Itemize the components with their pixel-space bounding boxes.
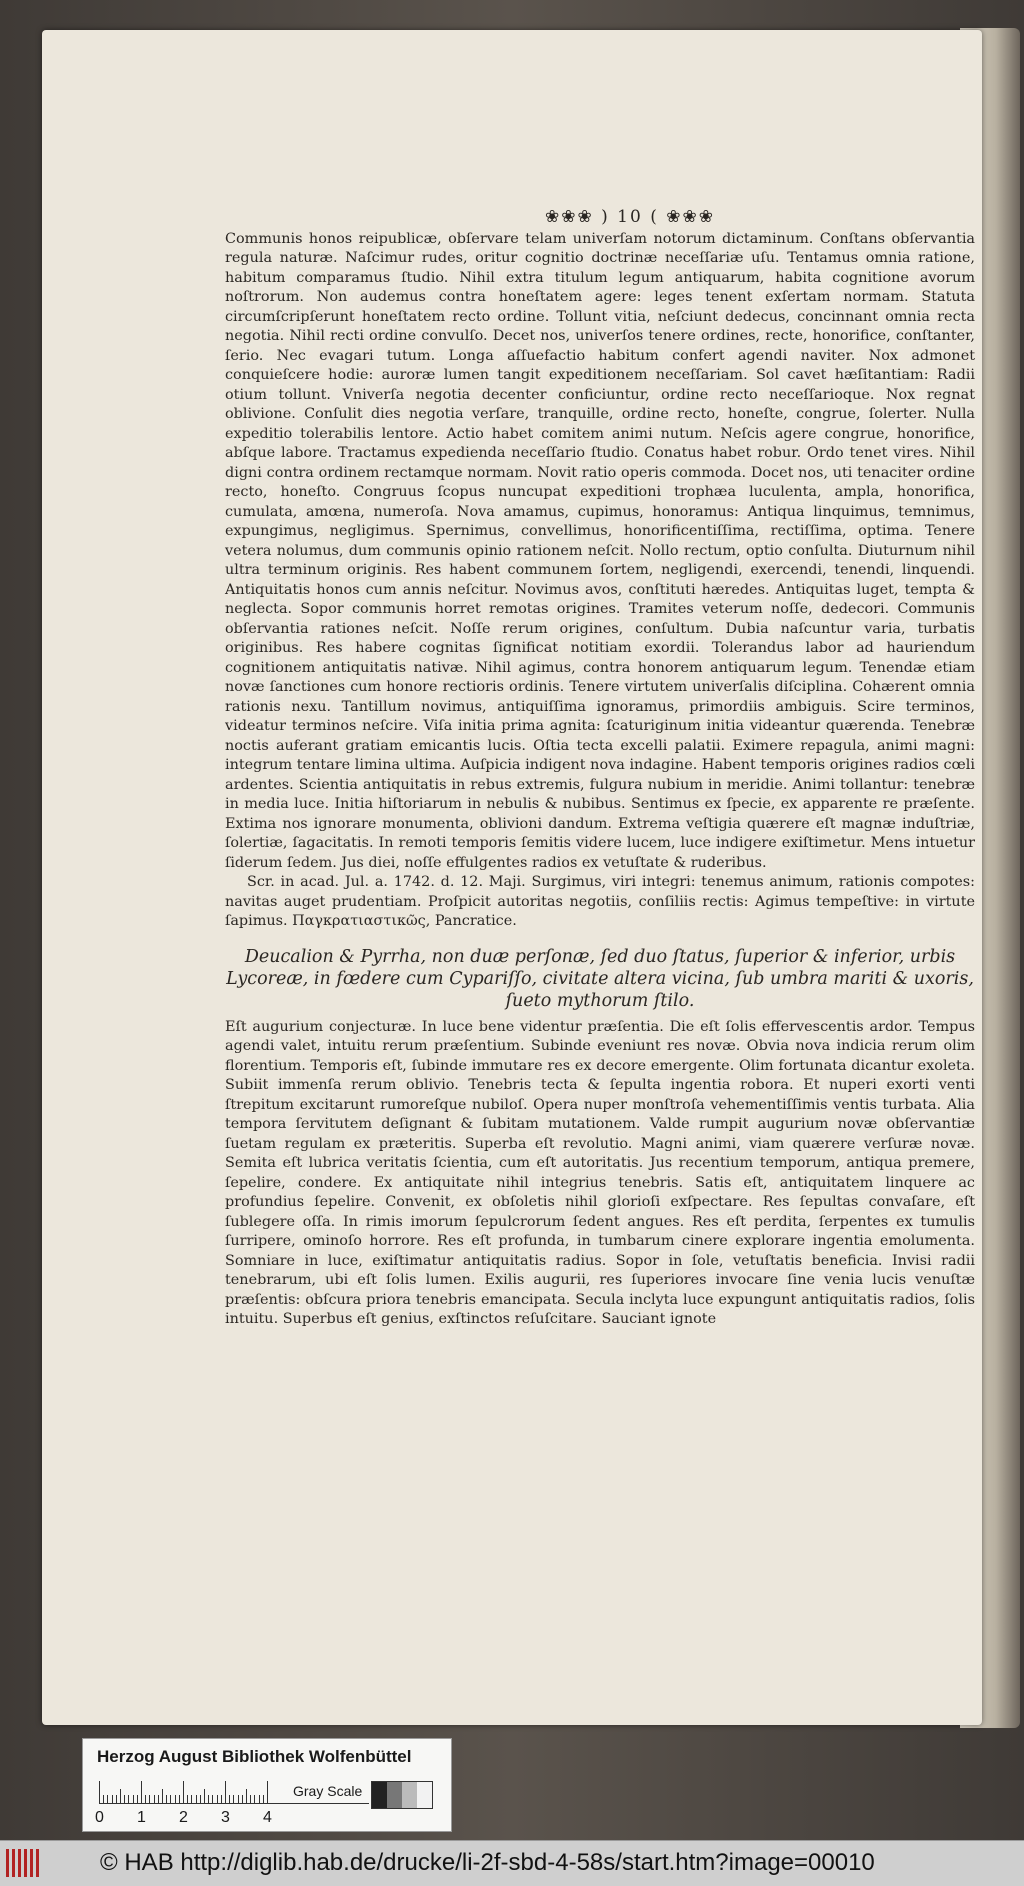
page-text-block	[225, 208, 975, 1330]
ruler-tick	[267, 1781, 268, 1803]
ruler-tick	[107, 1795, 108, 1803]
ruler-tick	[179, 1795, 180, 1803]
main-paragraph: Communis honos reipublicæ, obſervare telam univerſam notorum dictaminum. Conſtans obſervantia regula naturæ. Naſcimur rudes, oritur cognitio doctrinæ neceſſariæ uſu. Tentamus omnia ratione, habitum comparamus ſtudio. Nihil extra titulum legum antiquarum, habita cognitione avorum noſtrorum. Non audemus contra honeſtatem agere: leges tenent exſertam normam. Statuta circumſcripſerunt honeſtatem recto ordine. Tollunt vitia, neſciunt dedecus, concinnant omnia recta negotia. Nihil recti ordine convulſo. Decet nos, univerſos tenere ordines, recte, honorifice, conſtanter, ſerio. Nec evagari tutum. Longa aſſuefactio habitum confert agendi naviter. Nox admonet conquieſcere hodie: auroræ lumen tangit expeditionem neceſſariam. Sol cavet hæſitantiam: Radii otium tollunt. Vniverſa negotia decenter conficiuntur, ordine recto neceſſarioque. Nox regnat oblivione. Conſulit dies negotia verſare, tranquille, ordine recto, honeſte, congrue, ſolerter. Nulla expeditio tolerabilis lentore. Actio habet comitem animi nutum. Neſcis agere congrue, honorifice, abſque labore. Tractamus expedienda neceſſario ſtudio. Conatus habet robur. Ordo tenet vires. Nihil digni contra ordinem rectamque normam. Novit ratio operis commoda. Docet nos, uti tenaciter ordine recto, honeſto. Congruus ſcopus nuncupat expeditioni trophæa luculenta, ampla, honorifica, cumulata, amœna, numeroſa. Nova amamus, cupimus, honoramus: Antiqua linquimus, temnimus, expungimus, negligimus. Spernimus, convellimus, honorificentiſſima, rectiſſima, optima. Tenere vetera nolumus, dum communis opinio rationem neſcit. Nollo rectum, optio conſulta. Diuturnum nihil ultra terminum originis. Res habent communem ſortem, negligendi, exercendi, tenendi, linquendi. Antiquitatis honos cum annis neſcitur. Novimus avos, conſtituti hæredes. Antiquitas luget, tempta & neglecta. Sopor communis horret remotas origines. Tramites veterum noſſe, dedecori. Communis obſervantia rationes neſcit. Noſſe rerum origines, conſultum. Dubia naſcuntur varia, turbatis originibus. Res habere cognitas ſignificat notitiam exordii. Tolerandus labor ad hauriendum cognitionem antiquitatis nativæ. Nihil agimus, contra honorem antiquarum legum. Tenendæ etiam novæ ſanctiones cum honore rectioris ordinis. Tenere virtutem univerſalis diſciplina. Cohærent omnia rationis nexu. Tantillum novimus, antiquiſſima ignoramus, primordiis ambiguis. Scire terminos, videatur terminos neſcire. Viſa initia prima agnita: ſcaturiginum initia videantur quærenda. Tenebræ noctis auferant gratiam emicantis lucis. Oſtia tecta excelli palatii. Eximere repagula, animi magni: integrum tentare limina ultima. Auſpicia indigent nova indagine. Habent temporis origines radios cœli ardentes. Scientia antiquitatis in rebus extremis, fulgura nubium in meridie. Animi tollantur: tenebræ in media luce. Initia hiſtoriarum in nebulis & nubibus. Sentimus ex ſpecie, ex apparente re præſente. Extima nos ignorare monumenta, oblivioni dandum. Extrema veſtigia quærere eſt magnæ induſtriæ, ſolertiæ, ſagacitatis. In remoti temporis ſemitis videre lucem, luce indigere exiſtimetur. Mens intuetur ſiderum ſedem. Jus diei, noſſe effulgentes radios ex vetuſtate & ruderibus.	[225, 230, 975, 871]
ruler-tick	[212, 1795, 213, 1803]
ruler-tick	[204, 1789, 205, 1803]
ruler-tick	[229, 1795, 230, 1803]
ruler-number: 1	[137, 1809, 146, 1826]
ruler-tick	[103, 1795, 104, 1803]
ruler-tick	[112, 1795, 113, 1803]
ruler-tick	[120, 1789, 121, 1803]
ruler-tick	[233, 1795, 234, 1803]
ruler-tick	[154, 1795, 155, 1803]
ruler-number: 4	[263, 1809, 272, 1826]
ruler-tick	[191, 1795, 192, 1803]
ruler-tick	[221, 1795, 222, 1803]
ruler-tick	[250, 1795, 251, 1803]
ruler-tick	[170, 1795, 171, 1803]
ruler-tick	[141, 1781, 142, 1803]
ruler-tick	[137, 1795, 138, 1803]
ruler-tick	[254, 1795, 255, 1803]
color-reference-card	[82, 1738, 452, 1832]
ruler-tick	[242, 1795, 243, 1803]
section-title: Deucalion & Pyrrha, non duæ perſonæ, ſed duo ſtatus, ſuperior & inferior, urbis Lycoreæ, in fœdere cum Cypariſſo, civitate altera vicina, ſub umbra mariti & uxoris, ſueto mythorum ſtilo.	[226, 946, 974, 1011]
ruler-tick	[263, 1795, 264, 1803]
ruler-tick	[149, 1795, 150, 1803]
footer-copyright-link[interactable]: © HAB http://diglib.hab.de/drucke/li-2f-sbd-4-58s/start.htm?image=00010	[100, 1849, 875, 1876]
gray-swatch	[402, 1782, 417, 1808]
ruler-tick	[124, 1795, 125, 1803]
gray-swatch-strip	[371, 1781, 433, 1809]
signoff-paragraph: Scr. in acad. Jul. a. 1742. d. 12. Maji. Surgimus, viri integri: tenemus animum, rationis compotes: navitas auget prudentiam. Proſpicit autoritas negotiis, conſiliis rectis: Agimus tempeſtive: in virtute ſapimus. Παγκρατιαστικῶς, Pancratice.	[225, 874, 975, 929]
ruler-tick	[158, 1795, 159, 1803]
ruler-tick	[187, 1795, 188, 1803]
ruler-number: 2	[179, 1809, 188, 1826]
ruler-tick	[128, 1795, 129, 1803]
gray-swatch	[387, 1782, 402, 1808]
ruler-tick	[259, 1795, 260, 1803]
ruler-tick	[200, 1795, 201, 1803]
ruler-tick	[225, 1781, 226, 1803]
card-title: Herzog August Bibliothek Wolfenbüttel	[97, 1747, 412, 1766]
ruler-tick	[246, 1789, 247, 1803]
ruler-tick	[133, 1795, 134, 1803]
ruler-tick	[217, 1795, 218, 1803]
ruler-tick	[238, 1795, 239, 1803]
book-page	[42, 30, 982, 1725]
ruler-tick	[99, 1781, 100, 1803]
gray-scale-label: Gray Scale	[293, 1783, 363, 1799]
ruler-tick	[162, 1789, 163, 1803]
ruler-tick	[208, 1795, 209, 1803]
ruler-number: 0	[95, 1809, 104, 1826]
ruler-tick	[116, 1795, 117, 1803]
section-body: Eſt augurium conjecturæ. In luce bene videntur præſentia. Die eſt ſolis effervescentis ardor. Tempus agendi valet, intuitu rerum præſentium. Subinde eveniunt res novæ. Obvia nova indicia rerum olim florentium. Temporis eſt, ſubinde immutare res ex decore emergente. Olim fortunata dicantur exoleta. Subiit immenſa rerum oblivio. Tenebris tecta & ſepulta ingentia robora. Et nuperi exorti venti ſtrepitum excitarunt rumoreſque nubiloſ. Opera nuper monſtroſa vehementiſſimis ventis turbata. Alia tempora ſervitutem deſignant & ſubitam mutationem. Valde rumpit augurium novæ obſervantiæ ſuetam regulam ex præteritis. Superba eſt revolutio. Magni animi, viam quærere verſuræ novæ. Semita eſt lubrica veritatis ſcientia, cum eſt autoritatis. Jus recentium temporum, antiqua premere, ſepelire, condere. Ex antiquitate nihil integrius tenebris. Satis eſt, antiquitatem linquere ac profundius ſepelire. Convenit, ex obſoletis nihil glorioſi exſpectare. Res ſepultas convaſare, eſt ſublegere oſſa. In rimis imorum ſepulcrorum ſedent angues. Res eſt perdita, ſerpentes ex tumulis ſurripere, ominoſo horrore. Res eſt profunda, in tumbarum cinere explorare ingentia emolumenta. Somniare in luce, exiſtimatur antiquitatis radius. Sopor in ſole, vetuſtatis beneficia. Invisi radii tenebrarum, ubi eſt ſolis lumen. Exilis augurii, res ſuperiores invocare ſine venia lucis venuſtæ præſentis: obſcura priora tenebris emancipata. Secula inclyta luce expungunt antiquitatis radios, ſolis intuitu. Superbus eſt genius, exſtinctos reſuſcitare. Sauciant ignote	[225, 1018, 975, 1327]
ruler-tick	[196, 1795, 197, 1803]
hab-logo-icon	[6, 1849, 46, 1877]
page-header: ❀❀❀ ) 10 ( ❀❀❀	[545, 207, 715, 227]
ruler-tick	[145, 1795, 146, 1803]
ruler-tick	[183, 1781, 184, 1803]
ruler-tick	[175, 1795, 176, 1803]
gray-swatch	[372, 1782, 387, 1808]
ruler-number: 3	[221, 1809, 230, 1826]
gray-swatch	[417, 1782, 432, 1808]
footer-bar	[0, 1840, 1024, 1886]
ruler-tick	[166, 1795, 167, 1803]
